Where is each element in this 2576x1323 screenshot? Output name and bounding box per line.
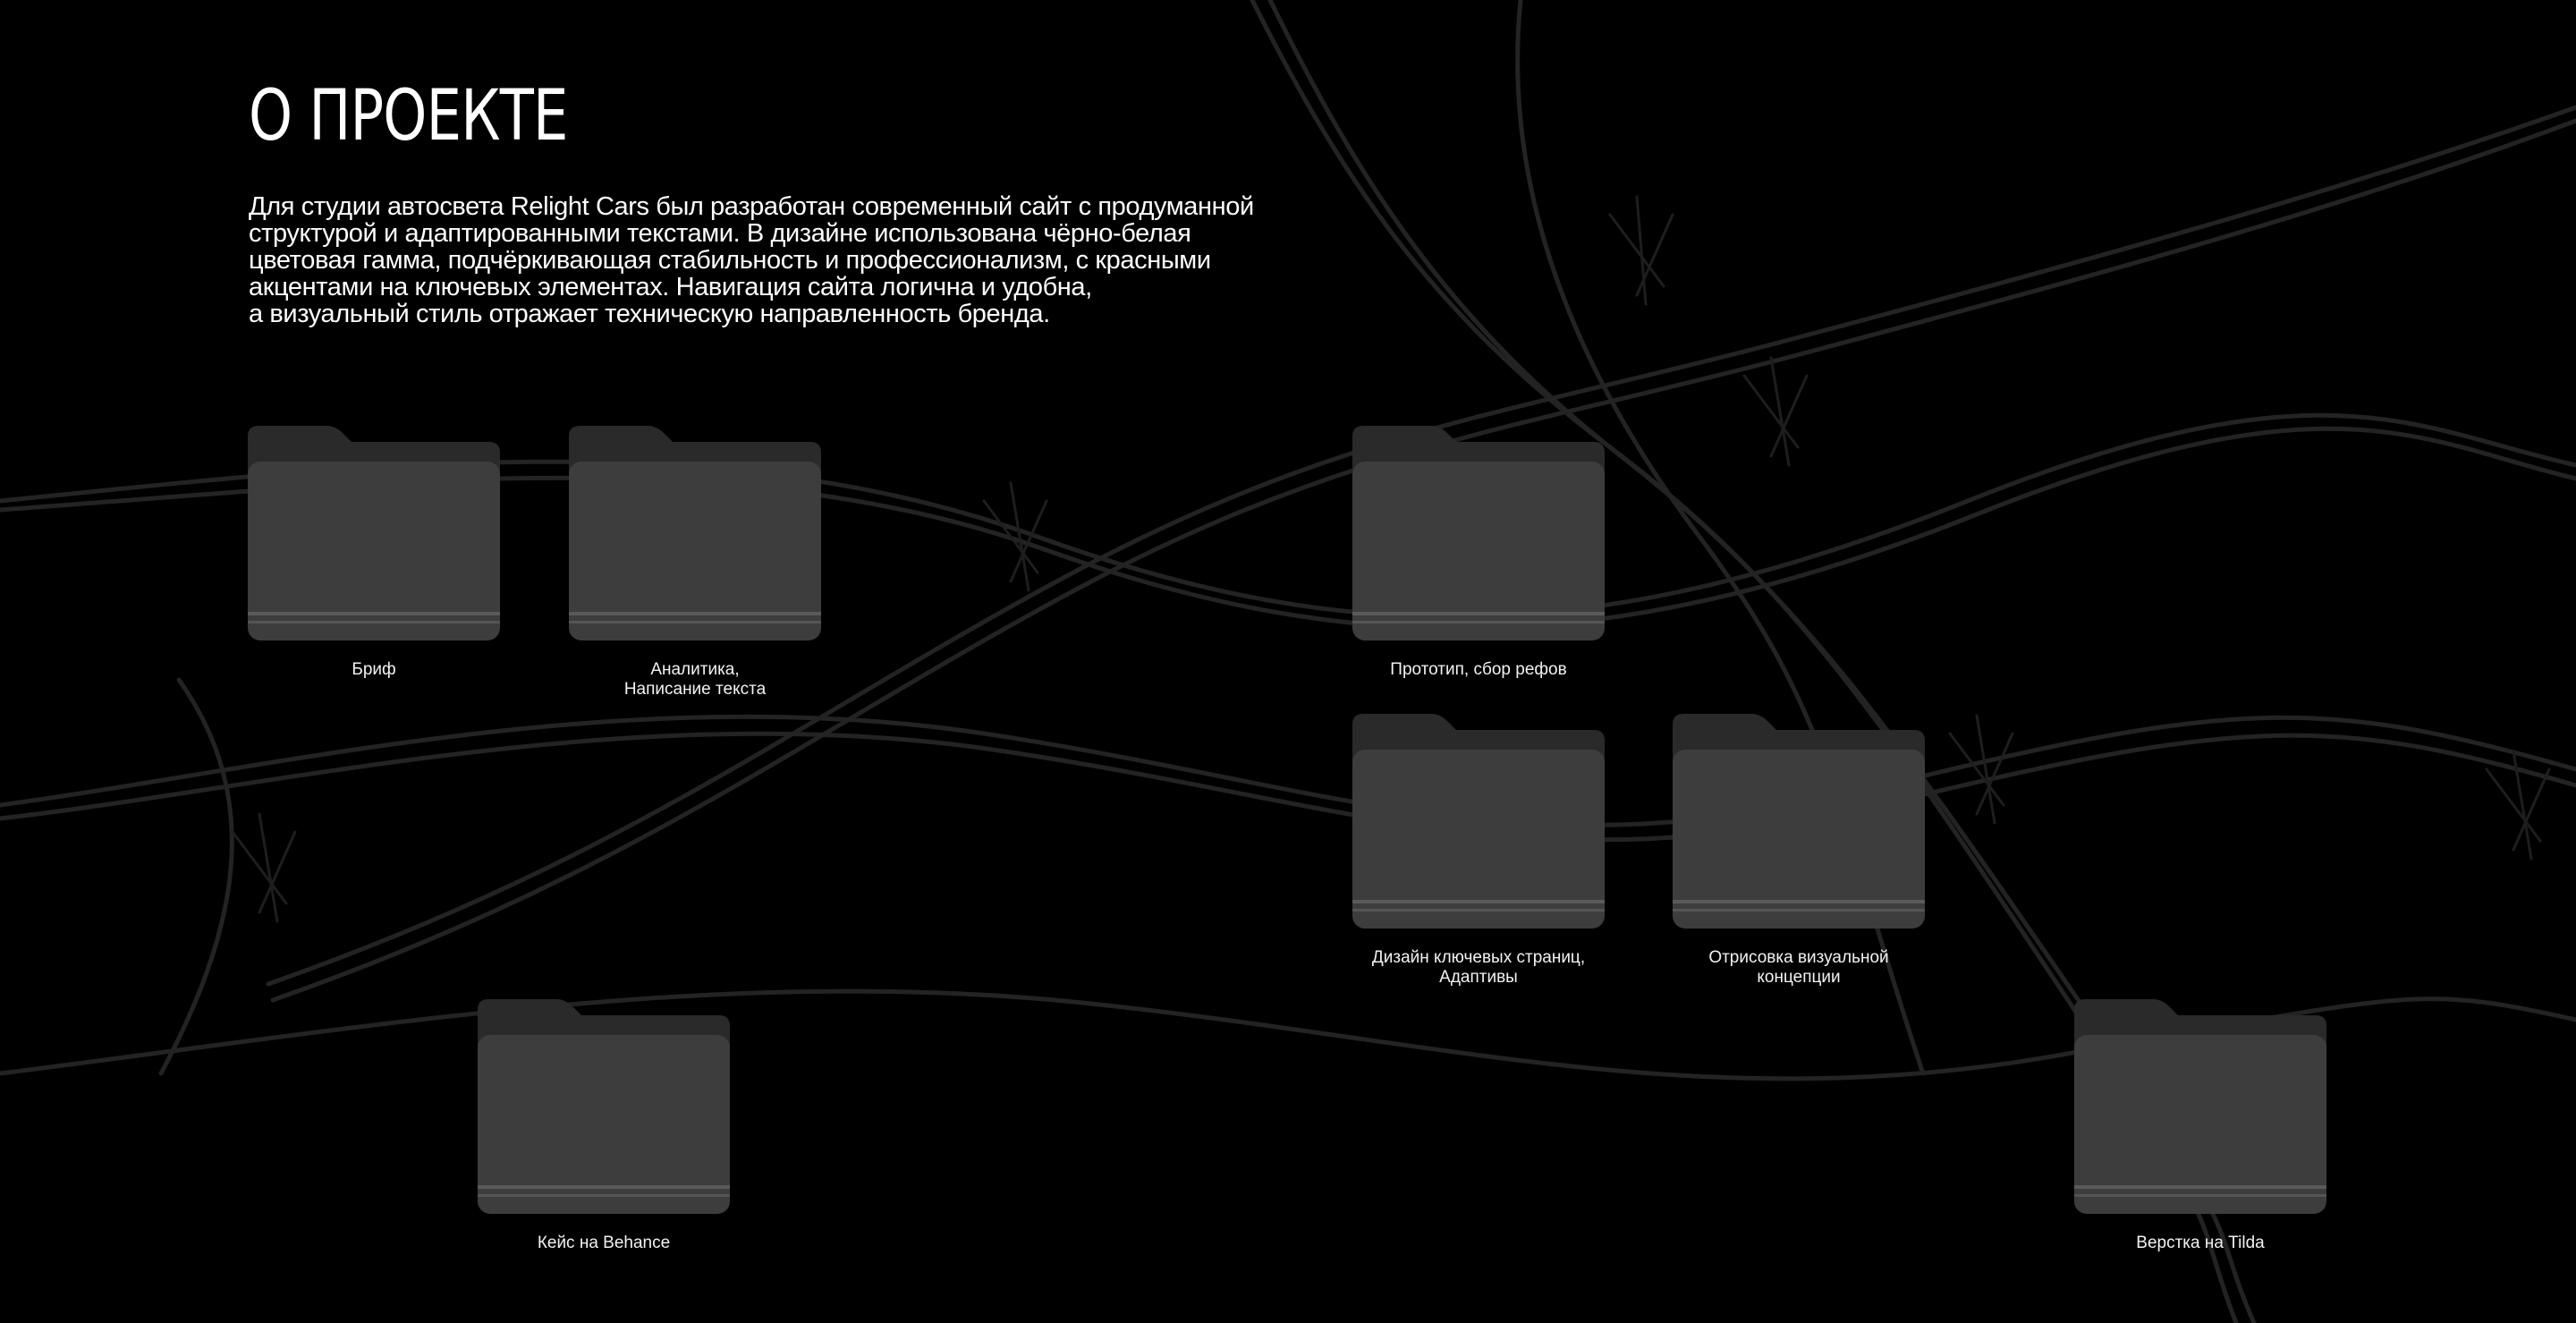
folder-label: Кейс на Behance	[537, 1234, 671, 1252]
folder-analytics[interactable]	[569, 426, 821, 700]
description-line: Для студии автосвета Relight Cars был разработан современный сайт с продуманной	[249, 192, 1254, 221]
folder-icon	[1673, 714, 1925, 929]
description-line: акцентами на ключевых элементах. Навигация сайта логична и удобна,	[249, 273, 1092, 301]
folder-label: Бриф	[352, 660, 396, 679]
folder-icon	[478, 999, 730, 1214]
project-description	[249, 193, 1304, 327]
folder-prototype[interactable]	[1352, 426, 1605, 680]
folder-tilda-layout[interactable]	[2074, 999, 2326, 1253]
folder-label: Дизайн ключевых страниц, Адаптивы	[1371, 948, 1586, 987]
folder-icon	[569, 426, 821, 640]
folder-brief[interactable]	[248, 426, 500, 680]
folder-visual-concept[interactable]	[1673, 714, 1925, 988]
folder-icon	[248, 426, 500, 640]
description-line: структурой и адаптированными текстами. В дизайне использована чёрно-белая	[249, 219, 1191, 248]
folder-label: Отрисовка визуальной концепции	[1708, 948, 1889, 987]
description-line: а визуальный стиль отражает техническую направленность бренда.	[249, 300, 1050, 328]
folder-icon	[1352, 714, 1605, 929]
folder-behance-case[interactable]	[478, 999, 730, 1253]
folder-key-pages-design[interactable]	[1352, 714, 1605, 988]
folder-label: Аналитика, Написание текста	[623, 660, 767, 699]
folder-label: Верстка на Tilda	[2136, 1234, 2265, 1252]
description-line: цветовая гамма, подчёркивающая стабильность и профессионализм, с красными	[249, 246, 1211, 275]
page-title: О ПРОЕКТЕ	[249, 76, 568, 157]
folder-icon	[2074, 999, 2326, 1214]
folder-icon	[1352, 426, 1605, 640]
folder-label: Прототип, сбор рефов	[1390, 660, 1567, 679]
